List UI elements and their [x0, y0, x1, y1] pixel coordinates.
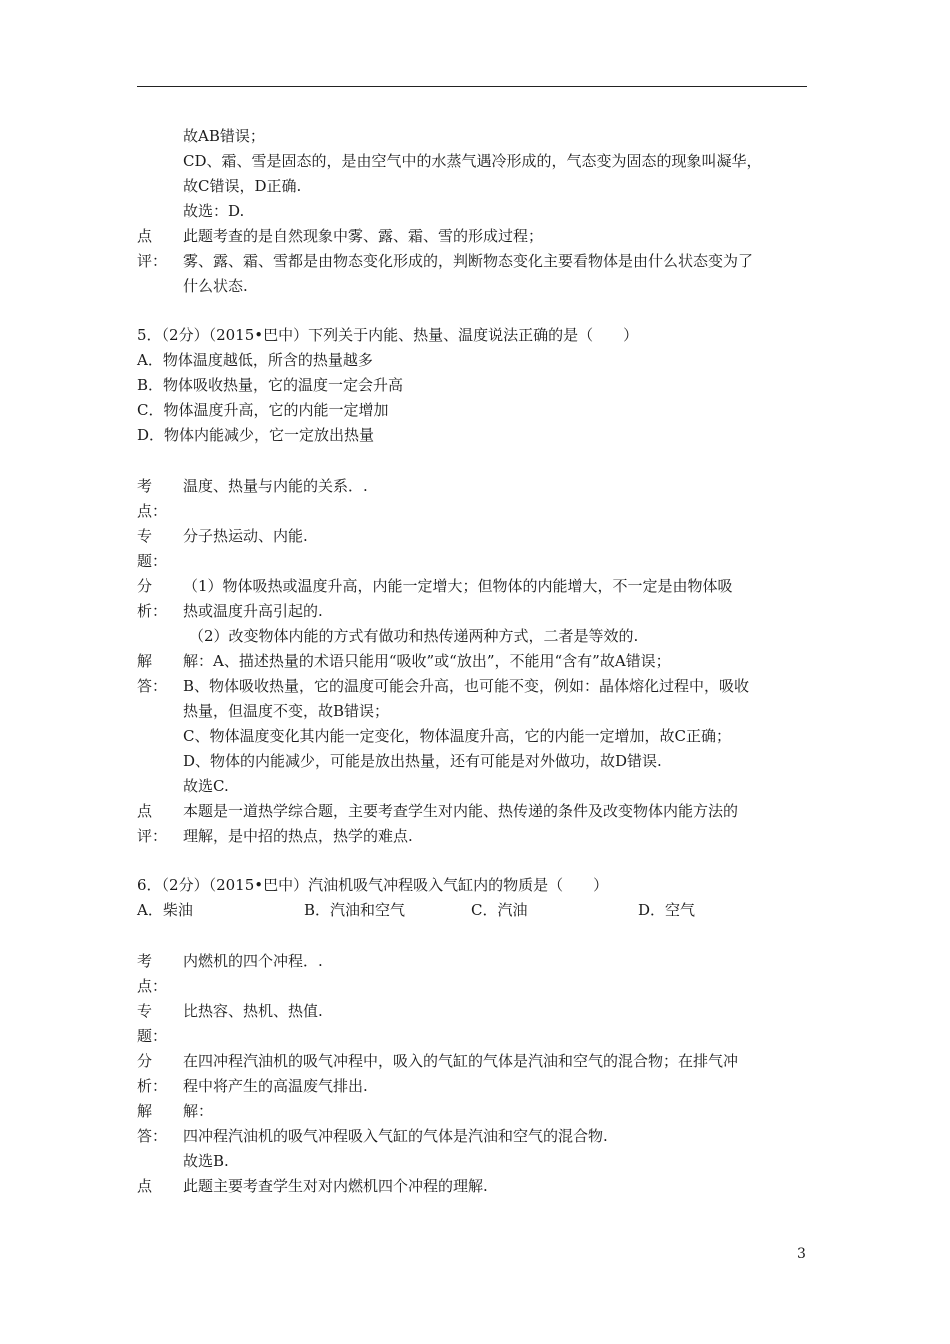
q6-fx-line2: 程中将产生的高温废气排出. [183, 1077, 368, 1095]
q4-choose: 故选：D. [183, 202, 245, 220]
header-rule [137, 86, 807, 87]
q6-jd-line2: 四冲程汽油机的吸气冲程吸入气缸的气体是汽油和空气的混合物. [183, 1127, 608, 1145]
q5-fx-line1: （1）物体吸热或温度升高，内能一定增大；但物体的内能增大，不一定是由物体吸 [183, 577, 733, 595]
q5-fx-line2: 热或温度升高引起的. [183, 602, 323, 620]
q5-fx-line3: （2）改变物体内能的方式有做功和热传递两种方式，二者是等效的. [189, 627, 639, 645]
q6-dp-line1: 此题主要考查学生对对内燃机四个冲程的理解. [183, 1177, 488, 1195]
q6-kd-label-1: 考 [137, 952, 153, 970]
q6-fx-label-2: 析： [137, 1077, 168, 1095]
q5-option-a: A．物体温度越低，所含的热量越多 [137, 351, 373, 369]
q5-fx-label-1: 分 [137, 577, 153, 595]
q5-kd-label-1: 考 [137, 477, 153, 495]
q6-option-b: B．汽油和空气 [304, 901, 406, 919]
q5-fx-label-2: 析： [137, 602, 168, 620]
q6-option-d: D．空气 [638, 901, 696, 919]
q6-option-c: C．汽油 [471, 901, 528, 919]
q5-dp-label-1: 点 [137, 802, 153, 820]
q4-comment-line1: 此题考查的是自然现象中雾、露、霜、雪的形成过程； [183, 227, 544, 245]
q5-stem: 5．（2分）（2015•巴中）下列关于内能、热量、温度说法正确的是（ ） [137, 326, 639, 344]
q5-kd-text: 温度、热量与内能的关系．. [183, 477, 368, 495]
q6-fx-label-1: 分 [137, 1052, 153, 1070]
q5-dp-line2: 理解，是中招的热点，热学的难点. [183, 827, 413, 845]
q6-jd-label-1: 解 [137, 1102, 153, 1120]
page-number: 3 [797, 1246, 806, 1262]
q5-zt-text: 分子热运动、内能. [183, 527, 308, 545]
q5-jd-line5: D、物体的内能减少，可能是放出热量，还有可能是对外做功，故D错误. [183, 752, 662, 770]
q6-zt-label-2: 题： [137, 1027, 168, 1045]
q6-option-a: A．柴油 [137, 901, 193, 919]
q6-fx-line1: 在四冲程汽油机的吸气冲程中，吸入的气缸的气体是汽油和空气的混合物；在排气冲 [183, 1052, 739, 1070]
q6-kd-label-2: 点： [137, 977, 168, 995]
q5-jd-line1: 解：A、描述热量的术语只能用“吸收”或“放出”，不能用“含有”故A错误； [183, 652, 671, 670]
q5-jd-line3: 热量，但温度不变，故B错误； [183, 702, 390, 720]
q5-zt-label-1: 专 [137, 527, 153, 545]
q5-kd-label-2: 点： [137, 502, 168, 520]
q4-comment-label-2: 评： [137, 252, 168, 270]
q5-option-d: D．物体内能减少，它一定放出热量 [137, 426, 375, 444]
q5-jd-label-2: 答： [137, 677, 168, 695]
q4-comment-line3: 什么状态. [183, 277, 248, 295]
q5-jd-line6: 故选C. [183, 777, 229, 795]
q6-stem: 6．（2分）（2015•巴中）汽油机吸气冲程吸入气缸内的物质是（ ） [137, 876, 609, 894]
q4-comment-line2: 雾、露、霜、雪都是由物态变化形成的，判断物态变化主要看物体是由什么状态变为了 [183, 252, 754, 270]
q6-dp-label-1: 点 [137, 1177, 153, 1195]
q5-jd-line2: B、物体吸收热量，它的温度可能会升高，也可能不变，例如：晶体熔化过程中，吸收 [183, 677, 750, 695]
q5-zt-label-2: 题： [137, 552, 168, 570]
q5-dp-line1: 本题是一道热学综合题，主要考查学生对内能、热传递的条件及改变物体内能方法的 [183, 802, 739, 820]
q4-cd-line1: CD、霜、雪是固态的，是由空气中的水蒸气遇冷形成的，气态变为固态的现象叫凝华， [183, 152, 762, 170]
q6-kd-text: 内燃机的四个冲程．. [183, 952, 323, 970]
q6-zt-label-1: 专 [137, 1002, 153, 1020]
q4-cd-line2: 故C错误，D正确. [183, 177, 302, 195]
q4-comment-label-1: 点 [137, 227, 153, 245]
q6-jd-line3: 故选B. [183, 1152, 229, 1170]
q6-jd-line1: 解： [183, 1102, 214, 1120]
q6-zt-text: 比热容、热机、热值. [183, 1002, 323, 1020]
q5-jd-label-1: 解 [137, 652, 153, 670]
q6-jd-label-2: 答： [137, 1127, 168, 1145]
q5-option-b: B．物体吸收热量，它的温度一定会升高 [137, 376, 404, 394]
q4-ab-wrong: 故AB错误； [183, 127, 265, 145]
q5-jd-line4: C、物体温度变化其内能一定变化，物体温度升高，它的内能一定增加，故C正确； [183, 727, 731, 745]
q5-option-c: C．物体温度升高，它的内能一定增加 [137, 401, 389, 419]
q5-dp-label-2: 评： [137, 827, 168, 845]
